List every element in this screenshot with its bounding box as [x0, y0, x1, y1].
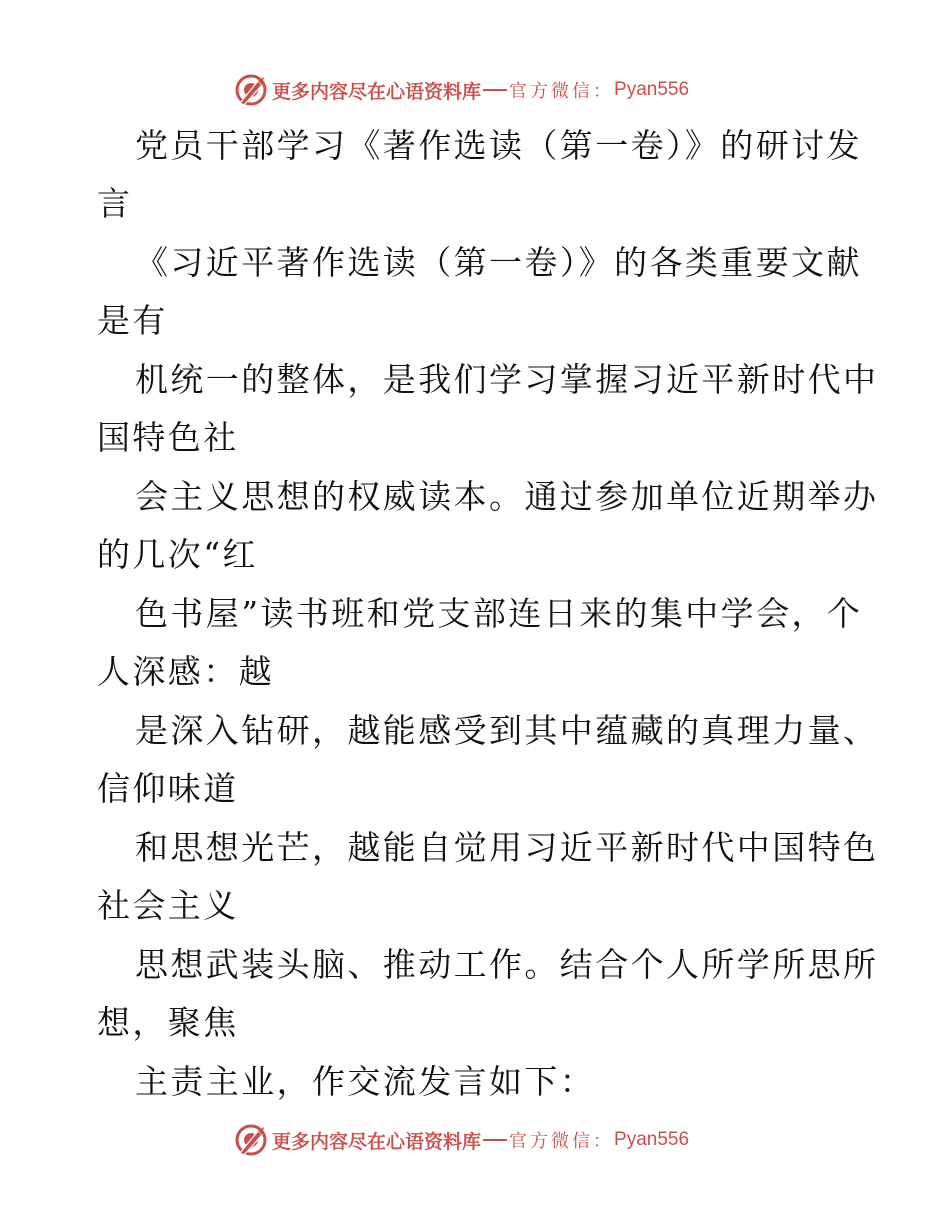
paragraph-line: 会主义思想的权威读本。通过参加单位近期举办: [135, 477, 879, 516]
document-title-line-2: 言: [97, 184, 133, 223]
paragraph-line: 社会主义: [97, 886, 239, 925]
watermark-official-label: 官方微信：: [509, 1131, 615, 1152]
watermark-brand: 更多内容尽在心语资料库: [272, 80, 482, 103]
paragraph-line: 是深入钻研，越能感受到其中蕴藏的真理力量、: [135, 711, 879, 750]
paragraph-line: 想，聚焦: [97, 1003, 239, 1042]
footer-watermark: [234, 1122, 689, 1158]
watermark-dash: [483, 89, 507, 91]
watermark-wechat-id: Pyan556: [614, 79, 690, 100]
watermark-wechat-id: Pyan556: [614, 1129, 690, 1150]
header-watermark: [234, 72, 689, 108]
paragraph-line: 和思想光芒，越能自觉用习近平新时代中国特色: [135, 828, 879, 867]
paragraph-line: 信仰味道: [97, 769, 239, 808]
paragraph-line: 人深感：越: [97, 652, 274, 691]
paragraph-line: 国特色社: [97, 418, 239, 457]
pen-logo-icon: [234, 1123, 268, 1157]
paragraph-line: 的几次“红: [97, 535, 258, 574]
paragraph-line: 《习近平著作选读（第一卷）》的各类重要文献: [135, 243, 862, 282]
watermark-brand: 更多内容尽在心语资料库: [272, 1130, 482, 1153]
watermark-dash: [483, 1139, 507, 1141]
watermark-official-label: 官方微信：: [509, 81, 615, 102]
paragraph-line: 是有: [97, 301, 168, 340]
paragraph-line: 机统一的整体，是我们学习掌握习近平新时代中: [135, 360, 879, 399]
paragraph-line: 主责主业，作交流发言如下：: [135, 1062, 596, 1101]
paragraph-line: 思想武装头脑、推动工作。结合个人所学所思所: [135, 945, 879, 984]
pen-logo-icon: [234, 73, 268, 107]
document-title-line-1: 党员干部学习《著作选读（第一卷）》的研讨发: [135, 126, 862, 165]
paragraph-line: 色书屋”读书班和党支部连日来的集中学会，个: [135, 594, 863, 633]
